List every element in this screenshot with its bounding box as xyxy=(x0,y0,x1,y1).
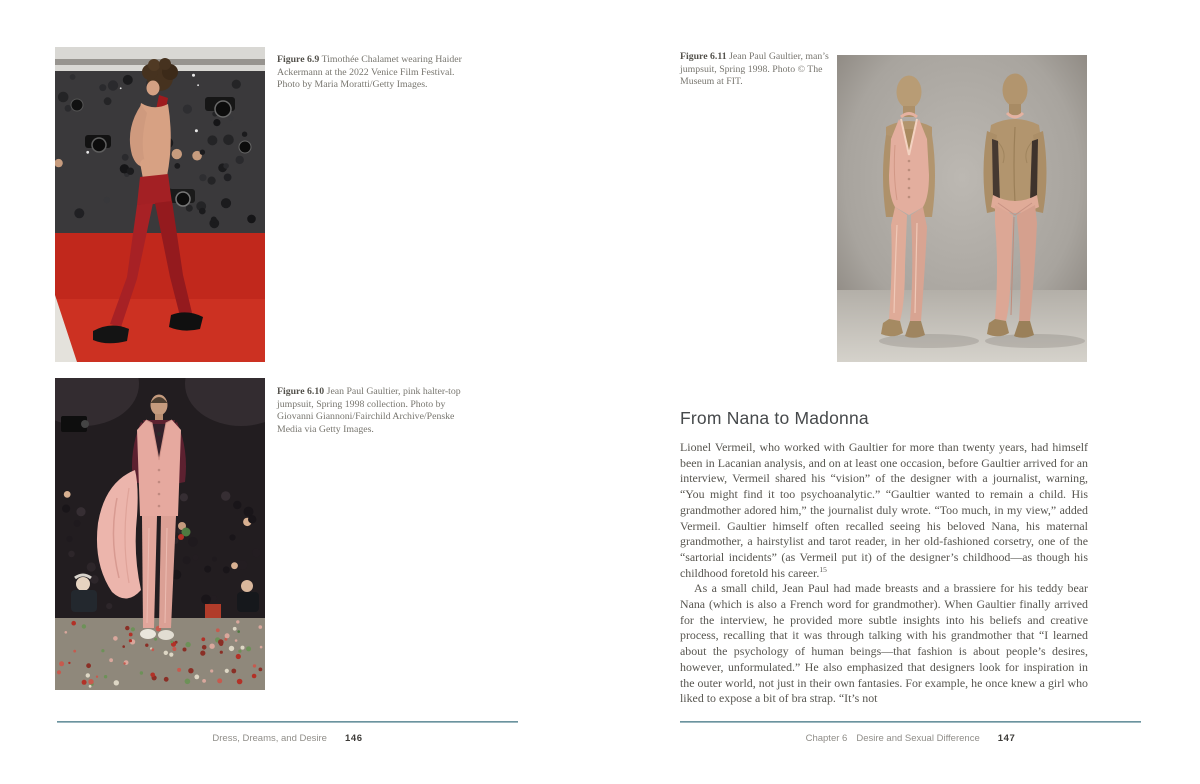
chapter-label: Chapter 6 xyxy=(805,733,848,744)
page-number-left: 146 xyxy=(344,733,363,744)
figure-6-9-caption xyxy=(277,54,469,92)
footnote-reference: 15 xyxy=(819,564,827,574)
footer-rule-left xyxy=(57,721,518,723)
chapter-title: Desire and Sexual Difference xyxy=(856,733,980,744)
footer-left xyxy=(57,721,518,744)
section-heading: From Nana to Madonna xyxy=(680,408,869,428)
figure-6-10-photo xyxy=(55,378,265,690)
body-text xyxy=(680,440,1088,707)
page-right xyxy=(600,0,1200,784)
figure-6-9-photo xyxy=(55,47,265,362)
running-title: Dress, Dreams, and Desire xyxy=(212,733,327,744)
paragraph: As a small child, Jean Paul had made breasts and a brassiere for his teddy bear Nana (which is also a French word for grandmother). When Gaultier finally arrived for the interview, he provided more subtle insights into his beliefs and creative process, recalling that it was through talking with his grandmother that “I learned about the psychology of human beings—that fashion is about people’s desires, however, unformulated.” He also emphasized that designers look for inspiration in the outer world, not just in their own fantasies. For example, he once knew a girl who liked to expose a bit of bra strap. “It’s not xyxy=(680,581,1088,706)
footer-rule-right xyxy=(680,721,1141,723)
figure-6-9-caption-text: Timothée Chalamet wearing Haider Ackermann at the 2022 Venice Film Festival. Photo by Maria Moratti/Getty Images. xyxy=(277,53,462,91)
figure-6-9-label: Figure 6.9 xyxy=(277,53,320,65)
figure-6-10-caption xyxy=(277,386,475,437)
figure-6-10-caption-text: Jean Paul Gaultier, pink halter-top jumpsuit, Spring 1998 collection. Photo by Giovanni Giannoni/Fairchild Archive/Penske Media via Getty Images. xyxy=(277,385,461,436)
footer-right xyxy=(680,721,1141,744)
figure-6-11-caption-text: Jean Paul Gaultier, man’s jumpsuit, Spring 1998. Photo © The Museum at FIT. xyxy=(680,50,829,88)
figure-6-11-label: Figure 6.11 xyxy=(680,50,727,62)
page-number-right: 147 xyxy=(997,733,1016,744)
paragraph: Lionel Vermeil, who worked with Gaultier for more than twenty years, had himself been in Lacanian analysis, and on at least one occasion, before Gaultier arrived for an interview, Vermeil shared his “vision” of the designer with a journalist, warning, “You might find it too psychoanalytic.” “Gaultier wanted to remain a child. His grandmother adored him,” the journalist duly wrote. “Too much, in my view,” added Vermeil. Gaultier himself often recalled seeing his beloved Nana, his maternal grandmother, a hairstylist and tarot reader, in her old-fashioned corsetry, one of the “sartorial incidents” (as Vermeil put it) of the designer’s childhood—as though his childhood foretold his career.$^{15}$ xyxy=(680,440,1088,580)
figure-6-11-photo xyxy=(837,55,1087,362)
figure-6-10-label: Figure 6.10 xyxy=(277,385,325,397)
figure-6-11-caption xyxy=(680,51,830,89)
